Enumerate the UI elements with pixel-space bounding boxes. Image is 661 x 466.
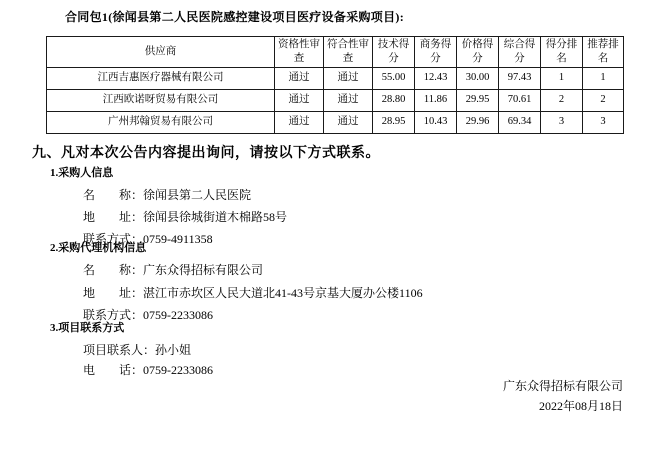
- conformity-review: 通过: [324, 68, 373, 90]
- project-contact-value: 孙小姐: [155, 343, 192, 357]
- price-score: 30.00: [457, 68, 499, 90]
- project-block-title: 3.项目联系方式: [50, 322, 125, 334]
- col-header-recommend-rank: 推荐排名: [583, 37, 624, 68]
- qualification-review: 通过: [275, 90, 324, 112]
- total-score: 97.43: [499, 68, 541, 90]
- signature-date: 2022年08月18日: [538, 399, 623, 413]
- conformity-review: 通过: [324, 90, 373, 112]
- evaluation-score-table: [46, 36, 624, 134]
- technical-score: 28.80: [373, 90, 415, 112]
- col-header-price-score: 价格得分: [457, 37, 499, 68]
- agency-address-value: 湛江市赤坎区人民大道北41-43号京基大厦办公楼1106: [143, 286, 423, 300]
- business-score: 12.43: [415, 68, 457, 90]
- technical-score: 28.95: [373, 112, 415, 134]
- recommend-rank: 2: [583, 90, 624, 112]
- total-score: 69.34: [499, 112, 541, 134]
- technical-score: 55.00: [373, 68, 415, 90]
- purchaser-phone-label: 联系方式：: [83, 232, 144, 246]
- col-header-supplier: 供应商: [47, 37, 275, 68]
- purchaser-phone-value: 0759-4911358: [143, 232, 213, 246]
- score-rank: 2: [541, 90, 583, 112]
- agency-name-label: 名 称：: [83, 263, 144, 277]
- price-score: 29.95: [457, 90, 499, 112]
- qualification-review: 通过: [275, 112, 324, 134]
- agency-address-line: [83, 284, 423, 301]
- contract-package-title: 合同包1(徐闻县第二人民医院感控建设项目医疗设备采购项目):: [65, 10, 404, 24]
- agency-block-title: 2.采购代理机构信息: [50, 242, 147, 254]
- price-score: 29.96: [457, 112, 499, 134]
- total-score: 70.61: [499, 90, 541, 112]
- table-row: [47, 90, 624, 112]
- purchaser-address-label: 地 址：: [83, 210, 144, 224]
- purchaser-name-line: [83, 186, 251, 203]
- qualification-review: 通过: [275, 68, 324, 90]
- table-header-row: [47, 37, 624, 68]
- supplier-name: 江西吉惠医疗器械有限公司: [47, 68, 275, 90]
- recommend-rank: 3: [583, 112, 624, 134]
- agency-phone-label: 联系方式：: [83, 308, 144, 322]
- table-row: [47, 68, 624, 90]
- col-header-score-rank: 得分排名: [541, 37, 583, 68]
- supplier-name: 广州邦翰贸易有限公司: [47, 112, 275, 134]
- conformity-review: 通过: [324, 112, 373, 134]
- project-phone-line: [83, 361, 213, 378]
- col-header-conformity-review: 符合性审查: [324, 37, 373, 68]
- agency-name-value: 广东众得招标有限公司: [143, 263, 264, 277]
- table-row: [47, 112, 624, 134]
- project-contact-label: 项目联系人：: [83, 343, 156, 357]
- agency-phone-value: 0759-2233086: [143, 308, 214, 322]
- project-phone-label: 电 话：: [83, 363, 144, 377]
- col-header-business-score: 商务得分: [415, 37, 457, 68]
- purchaser-block-title: 1.采购人信息: [50, 167, 114, 179]
- business-score: 11.86: [415, 90, 457, 112]
- project-phone-value: 0759-2233086: [143, 363, 214, 377]
- recommend-rank: 1: [583, 68, 624, 90]
- agency-name-line: [83, 261, 263, 278]
- business-score: 10.43: [415, 112, 457, 134]
- score-rank: 1: [541, 68, 583, 90]
- purchaser-name-value: 徐闻县第二人民医院: [143, 188, 252, 202]
- project-contact-line: [83, 341, 191, 358]
- score-rank: 3: [541, 112, 583, 134]
- purchaser-address-value: 徐闻县徐城街道木棉路58号: [143, 210, 288, 224]
- signature-company: 广东众得招标有限公司: [502, 379, 623, 393]
- col-header-technical-score: 技术得分: [373, 37, 415, 68]
- contact-section-heading: 九、凡对本次公告内容提出询问，请按以下方式联系。: [32, 146, 380, 161]
- supplier-name: 江西欧诺呀贸易有限公司: [47, 90, 275, 112]
- col-header-qualification-review: 资格性审查: [275, 37, 324, 68]
- purchaser-name-label: 名 称：: [83, 188, 144, 202]
- agency-address-label: 地 址：: [83, 286, 144, 300]
- col-header-total-score: 综合得分: [499, 37, 541, 68]
- purchaser-address-line: [83, 208, 287, 225]
